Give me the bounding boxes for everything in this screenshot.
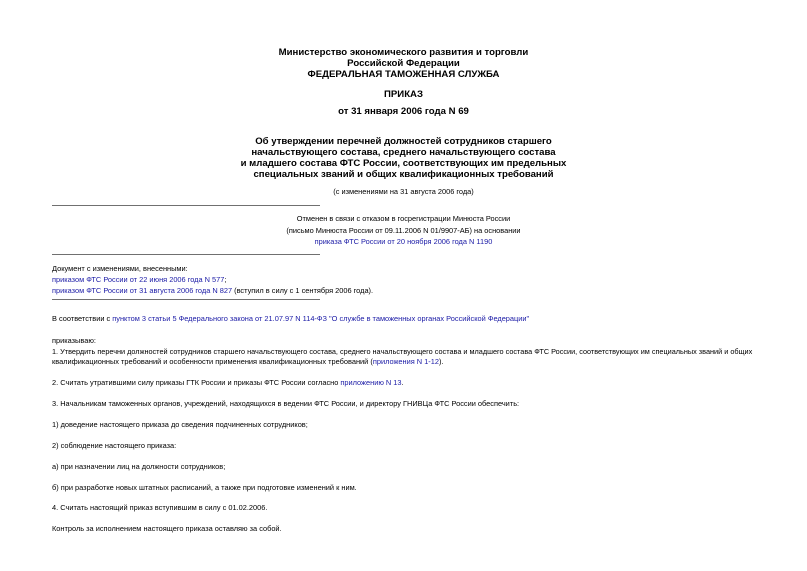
cancel-line-1: Отменен в связи с отказом в госрегистрации Минюста России [296,214,511,223]
order-kind: ПРИКАЗ [384,89,423,100]
paragraph-1-cont: квалификационных требований и особенности применения квалификационных требований (приложения N 1-12). [52,357,444,366]
cancel-line-2: (письмо Минюста России от 09.11.2006 N 01/9907-АБ) на основании [286,226,521,235]
order-date: от 31 января 2006 года N 69 [338,106,469,117]
paragraph-3-1: 1) доведение настоящего приказа до сведения подчиненных сотрудников; [52,420,308,429]
paragraph-3: 3. Начальникам таможенных органов, учреждений, находящихся в ведении ФТС России, и директору ГНИВЦа ФТС России обеспечить: [52,399,520,408]
basis-paragraph: В соответствии с пунктом 3 статьи 5 Федерального закона от 21.07.97 N 114-ФЗ "О службе в таможенных органах Российской Федерации" [52,314,530,323]
amendment-item-2: приказом ФТС России от 31 августа 2006 года N 827 (вступил в силу с 1 сентября 2006 года). [52,286,374,295]
ministry-line-3: ФЕДЕРАЛЬНАЯ ТАМОЖЕННАЯ СЛУЖБА [307,69,500,80]
paragraph-3-2a: а) при назначении лиц на должности сотрудников; [52,462,226,471]
cancel-order-link[interactable]: приказа ФТС России от 20 ноября 2006 года N 1190 [314,237,493,246]
paragraph-3-2: 2) соблюдение настоящего приказа: [52,441,177,450]
divider [52,299,320,300]
divider [52,254,320,255]
paragraph-5: Контроль за исполнением настоящего приказа оставляю за собой. [52,524,282,533]
divider [52,205,320,206]
amendment-link-1[interactable]: приказом ФТС России от 22 июня 2006 года N 577 [52,275,225,284]
appendix-1-12-link[interactable]: приложения N 1-12 [372,357,439,366]
federal-law-link[interactable]: пунктом 3 статьи 5 Федерального закона от 21.07.97 N 114-ФЗ "О службе в таможенных органах Российской Федерации" [112,314,530,323]
title-line-3: и младшего состава ФТС России, соответствующих им предельных [240,158,567,169]
paragraph-3-2b: б) при разработке новых штатных расписаний, а также при подготовке изменений к ним. [52,483,357,492]
amended-note: (с изменениями на 31 августа 2006 года) [333,187,474,196]
title-line-1: Об утверждении перечней должностей сотрудников старшего [255,136,552,147]
appendix-13-link[interactable]: приложению N 13 [340,378,402,387]
amendments-intro: Документ с изменениями, внесенными: [52,264,188,273]
title-line-2: начальствующего состава, среднего начальствующего состава [251,147,556,158]
ministry-line-2: Российской Федерации [347,58,460,69]
amendment-item-1: приказом ФТС России от 22 июня 2006 года N 577; [52,275,227,284]
title-line-4: специальных званий и общих квалификационных требований [253,169,554,180]
orders-word: приказываю: [52,336,96,345]
amendment-link-2[interactable]: приказом ФТС России от 31 августа 2006 года N 827 [52,286,233,295]
cancel-line-3 [0,237,807,247]
paragraph-4: 4. Считать настоящий приказ вступившим в силу с 01.02.2006. [52,503,268,512]
ministry-line-1: Министерство экономического развития и торговли [278,47,529,58]
paragraph-2: 2. Считать утратившими силу приказы ГТК России и приказы ФТС России согласно приложению N 13. [52,378,404,387]
paragraph-1: 1. Утвердить перечни должностей сотрудников старшего начальствующего состава, среднего начальствующего состава и младшего состава ФТС России, соответствующих им специальных званий и общих [52,347,753,356]
